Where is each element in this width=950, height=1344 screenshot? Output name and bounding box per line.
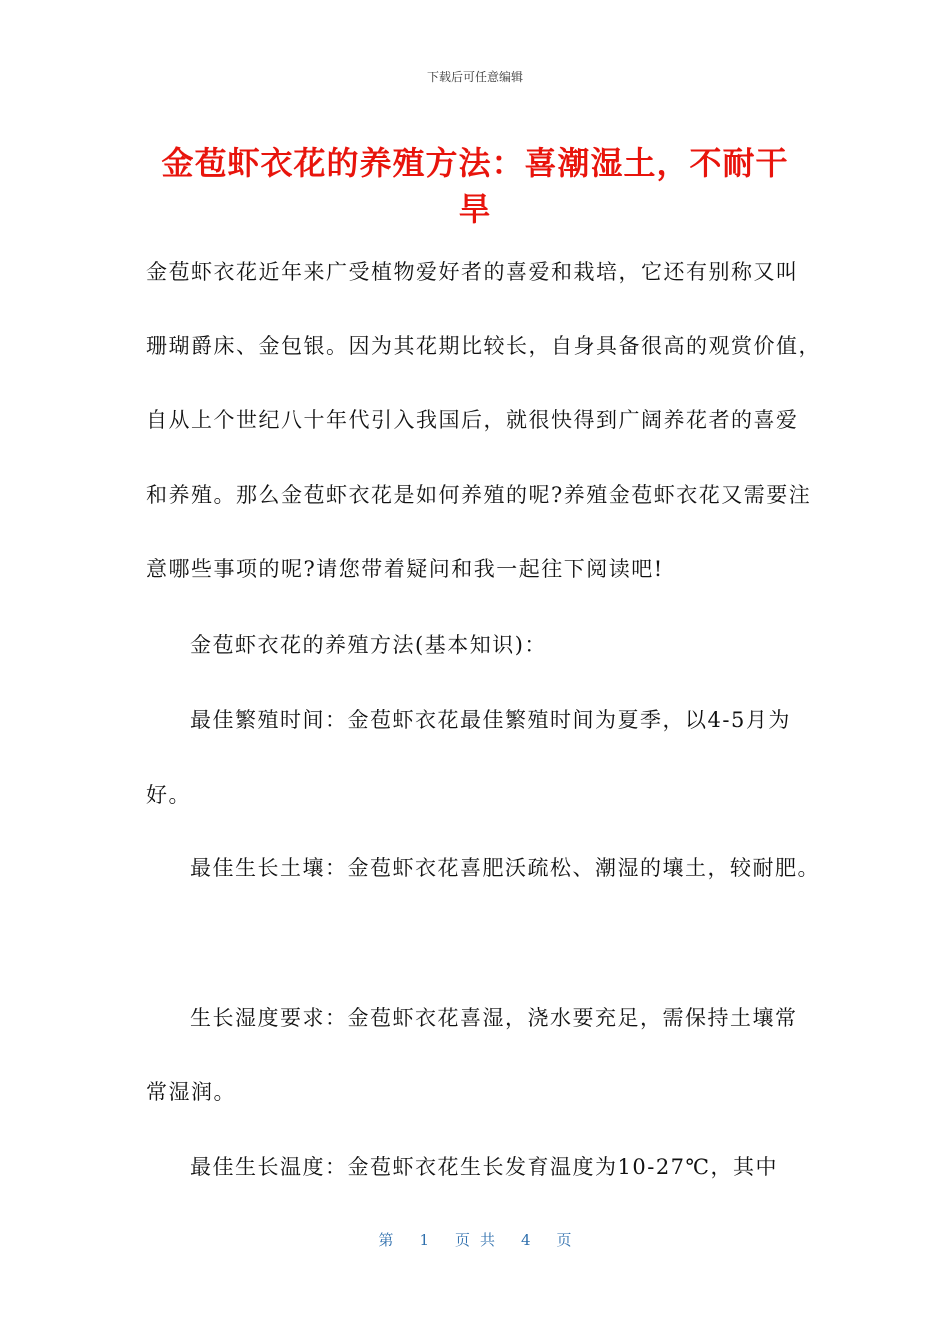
body-line: 好。 [146, 783, 191, 807]
body-line: 自从上个世纪八十年代引入我国后，就很快得到广阔养花者的喜爱 [146, 408, 799, 432]
footer-suffix: 页 [556, 1231, 572, 1249]
footer-middle: 页共 [454, 1231, 505, 1249]
body-line: 意哪些事项的呢?请您带着疑问和我一起往下阅读吧! [146, 557, 664, 581]
footer-total-pages: 4 [521, 1231, 531, 1249]
body-line: 金苞虾衣花近年来广受植物爱好者的喜爱和栽培，它还有别称又叫 [146, 260, 799, 284]
body-line: 和养殖。那么金苞虾衣花是如何养殖的呢?养殖金苞虾衣花又需要注 [146, 483, 812, 507]
body-line: 生长湿度要求：金苞虾衣花喜湿，浇水要充足，需保持土壤常 [190, 1006, 798, 1030]
section-heading: 金苞虾衣花的养殖方法(基本知识)： [190, 633, 547, 657]
footer-current-page: 1 [419, 1231, 429, 1249]
page-footer [0, 1229, 950, 1250]
footer-prefix: 第 [378, 1231, 394, 1249]
body-line: 珊瑚爵床、金包银。因为其花期比较长，自身具备很高的观赏价值， [146, 334, 821, 358]
header-note: 下载后可任意编辑 [426, 70, 523, 84]
body-line: 最佳繁殖时间：金苞虾衣花最佳繁殖时间为夏季，以4-5月为 [190, 708, 791, 732]
body-line: 最佳生长土壤：金苞虾衣花喜肥沃疏松、潮湿的壤土，较耐肥。 [190, 856, 820, 880]
body-line: 常湿润。 [146, 1080, 236, 1104]
page-title: 金苞虾衣花的养殖方法：喜潮湿土，不耐干旱 [161, 144, 789, 228]
body-line: 最佳生长温度：金苞虾衣花生长发育温度为10-27℃，其中 [190, 1155, 779, 1179]
